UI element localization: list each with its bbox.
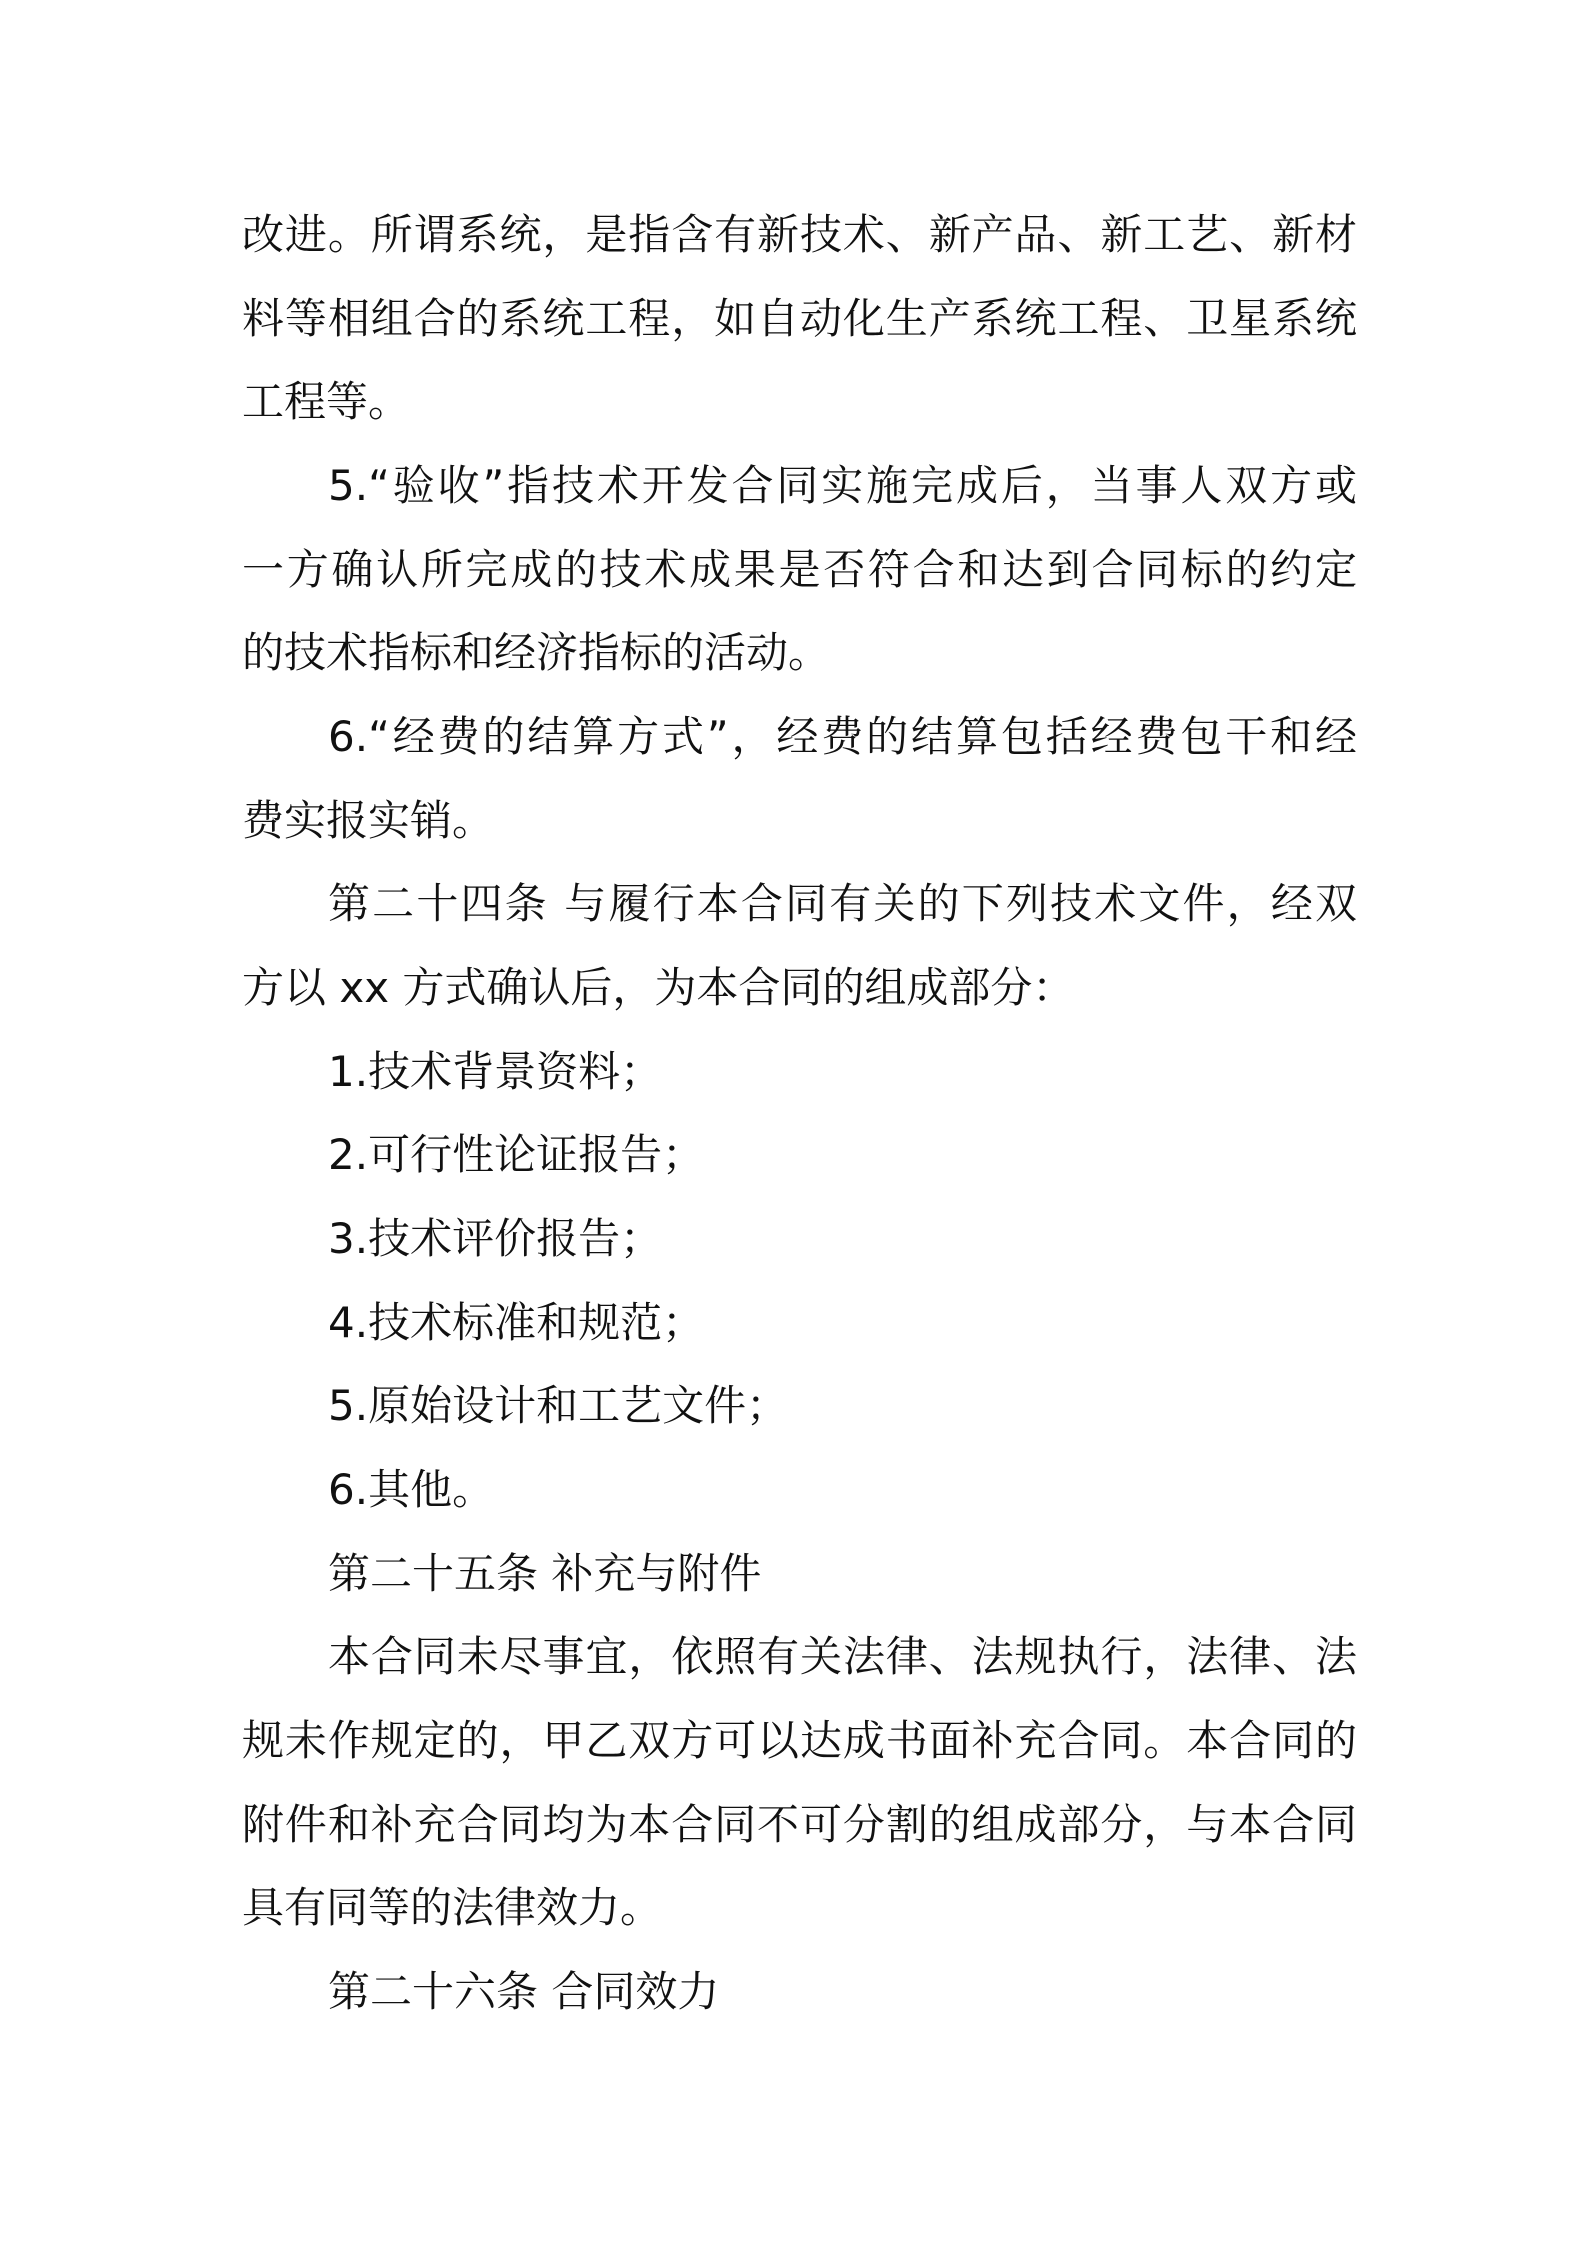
- list-item: 2.可行性论证报告；: [328, 1130, 705, 1179]
- article-heading: 第二十六条 合同效力: [328, 1967, 720, 2016]
- paragraph-line: 料等相组合的系统工程，如自动化生产系统工程、卫星系统: [242, 294, 1357, 343]
- paragraph-line: 本合同未尽事宜，依照有关法律、法规执行，法律、法: [328, 1632, 1357, 1681]
- paragraph-line: 具有同等的法律效力。: [242, 1883, 663, 1932]
- paragraph-line: 的技术指标和经济指标的活动。: [242, 628, 831, 677]
- paragraph-line: 工程等。: [242, 377, 411, 426]
- paragraph-line: 费实报实销。: [242, 796, 495, 845]
- paragraph-line: 方以 xx 方式确认后，为本合同的组成部分：: [242, 963, 1075, 1012]
- list-item: 1.技术背景资料；: [328, 1047, 663, 1096]
- paragraph-line: 改进。所谓系统，是指含有新技术、新产品、新工艺、新材: [242, 210, 1357, 259]
- list-item: 5.原始设计和工艺文件；: [328, 1381, 789, 1430]
- list-item: 6.其他。: [328, 1465, 495, 1514]
- article-heading: 第二十五条 补充与附件: [328, 1549, 762, 1598]
- paragraph-line: 附件和补充合同均为本合同不可分割的组成部分，与本合同: [242, 1800, 1357, 1849]
- paragraph-line: 5.“验收”指技术开发合同实施完成后，当事人双方或: [328, 461, 1357, 510]
- paragraph-line: 一方确认所完成的技术成果是否符合和达到合同标的约定: [242, 545, 1357, 594]
- paragraph-line: 6.“经费的结算方式”，经费的结算包括经费包干和经: [328, 712, 1357, 761]
- paragraph-line: 规未作规定的，甲乙双方可以达成书面补充合同。本合同的: [242, 1716, 1357, 1765]
- list-item: 4.技术标准和规范；: [328, 1298, 705, 1347]
- article-heading: 第二十四条 与履行本合同有关的下列技术文件，经双: [328, 879, 1357, 928]
- list-item: 3.技术评价报告；: [328, 1214, 663, 1263]
